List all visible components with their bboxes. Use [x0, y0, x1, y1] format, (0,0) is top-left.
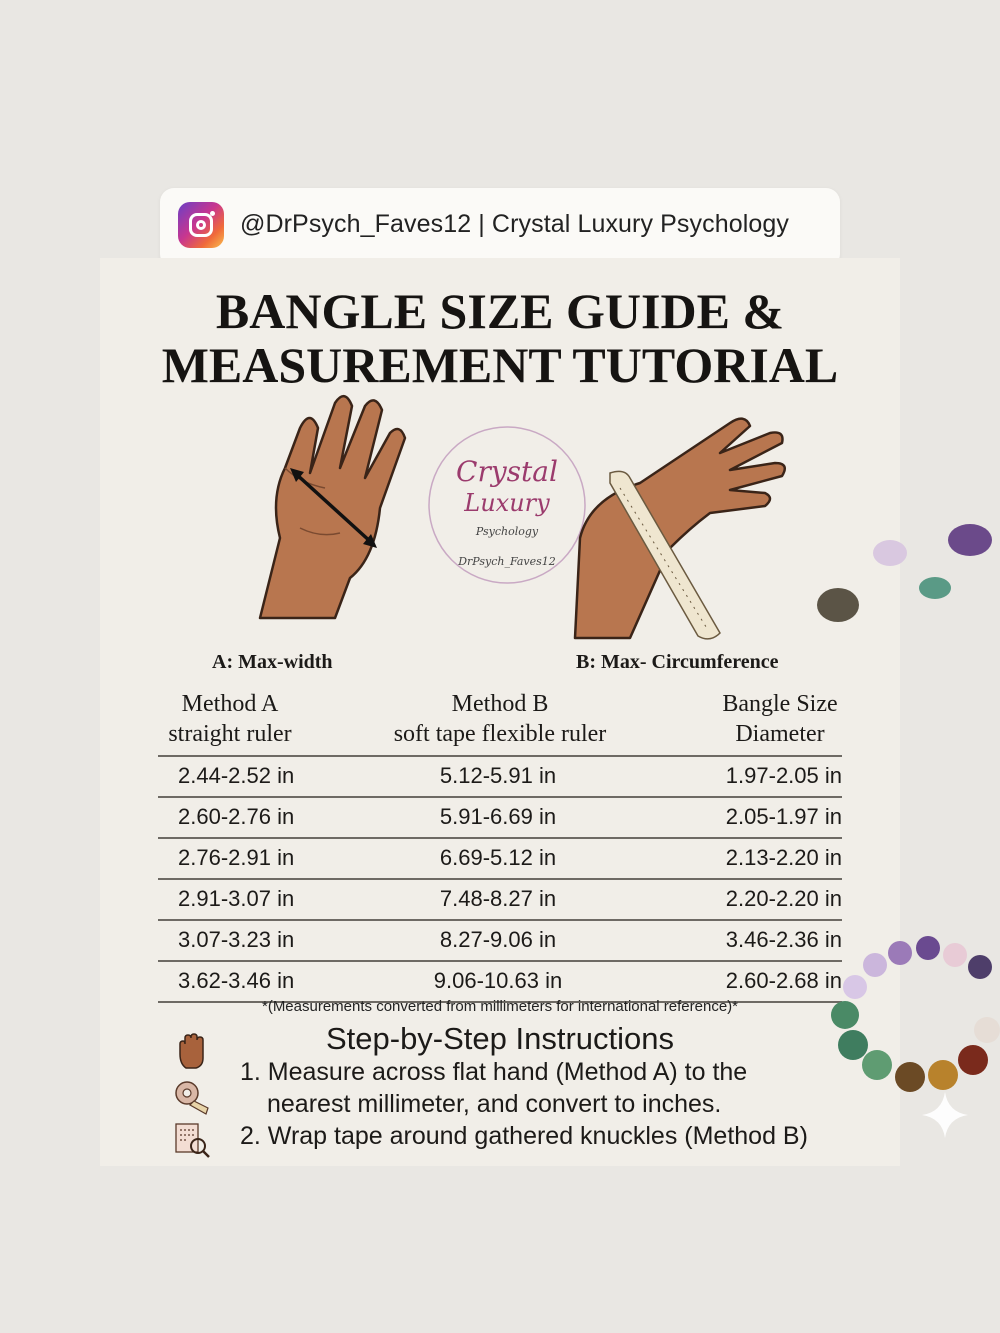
table-row	[158, 837, 842, 878]
table-cell: 2.20-2.20 in	[725, 886, 842, 911]
crystal-luxury-logo	[425, 423, 590, 588]
column-header-method-a	[150, 689, 310, 749]
title-line-1: BANGLE SIZE GUIDE &	[215, 283, 785, 339]
caption-method-b: B: Max- Circumference	[576, 651, 779, 673]
table-cell: 2.05-1.97 in	[725, 804, 842, 829]
title-line-2: MEASUREMENT TUTORIAL	[161, 337, 839, 393]
hand-width-illustration	[240, 388, 420, 638]
instructions-title: Step-by-Step Instructions	[325, 1021, 675, 1056]
table-cell: 9.06-10.63 in	[433, 968, 563, 993]
table-cell: 2.60-2.76 in	[178, 804, 295, 829]
table-cell: 5.12-5.91 in	[439, 763, 557, 788]
size-chart-search-icon	[172, 1120, 212, 1160]
instruction-step-1	[240, 1056, 747, 1120]
column-header-line: Method B	[451, 691, 549, 717]
hand-icon	[172, 1032, 212, 1072]
conversion-note: *(Measurements converted from millimeters for international reference)*	[261, 998, 738, 1015]
table-row	[158, 919, 842, 960]
table-row	[158, 796, 842, 837]
table-cell: 3.07-3.23 in	[178, 927, 295, 952]
logo-line-1: Crystal	[456, 455, 558, 488]
table-cell: 2.13-2.20 in	[725, 845, 842, 870]
table-cell: 2.91-3.07 in	[178, 886, 295, 911]
column-header-line: Diameter	[735, 721, 825, 747]
column-header-line: straight ruler	[168, 721, 292, 747]
table-row	[158, 878, 842, 919]
instruction-step-1-line-1: 1. Measure across flat hand (Method A) to the	[240, 1058, 748, 1086]
instagram-icon	[178, 202, 224, 248]
table-cell: 6.69-5.12 in	[439, 845, 557, 870]
table-row	[158, 755, 842, 796]
crystal-bracelet-decoration	[825, 935, 1000, 1100]
table-cell: 2.60-2.68 in	[725, 968, 842, 993]
page-title	[100, 284, 900, 392]
column-header-line: soft tape flexible ruler	[393, 721, 607, 747]
table-cell: 3.46-2.36 in	[725, 927, 842, 952]
sparkle-icon	[920, 1090, 970, 1140]
column-header-line: Bangle Size	[722, 691, 838, 717]
caption-method-a: A: Max-width	[212, 651, 333, 673]
table-row	[158, 960, 842, 1003]
instruction-step-1-line-2: nearest millimeter, and convert to inches.	[267, 1090, 722, 1118]
measuring-tape-icon	[172, 1078, 212, 1118]
column-header-method-b	[375, 689, 625, 749]
table-cell: 7.48-8.27 in	[439, 886, 557, 911]
table-cell: 8.27-9.06 in	[439, 927, 557, 952]
instagram-handle: @DrPsych_Faves12 | Crystal Luxury Psychology	[240, 210, 789, 238]
table-cell: 1.97-2.05 in	[725, 763, 842, 788]
instruction-step-2: 2. Wrap tape around gathered knuckles (Method B)	[240, 1122, 808, 1150]
instagram-header	[160, 188, 840, 268]
table-cell: 3.62-3.46 in	[178, 968, 295, 993]
size-guide-card	[100, 258, 900, 1166]
table-cell: 2.44-2.52 in	[178, 763, 295, 788]
logo-line-3: Psychology	[475, 525, 539, 538]
size-table	[158, 755, 842, 1003]
column-header-bangle-size	[700, 689, 860, 749]
logo-line-2: Luxury	[464, 489, 550, 517]
crystal-stones-decoration	[805, 515, 1000, 635]
table-cell: 5.91-6.69 in	[439, 804, 557, 829]
column-header-line: Method A	[181, 691, 279, 717]
hand-circumference-illustration	[570, 408, 810, 648]
logo-signature: DrPsych_Faves12	[458, 555, 556, 568]
table-cell: 2.76-2.91 in	[178, 845, 295, 870]
